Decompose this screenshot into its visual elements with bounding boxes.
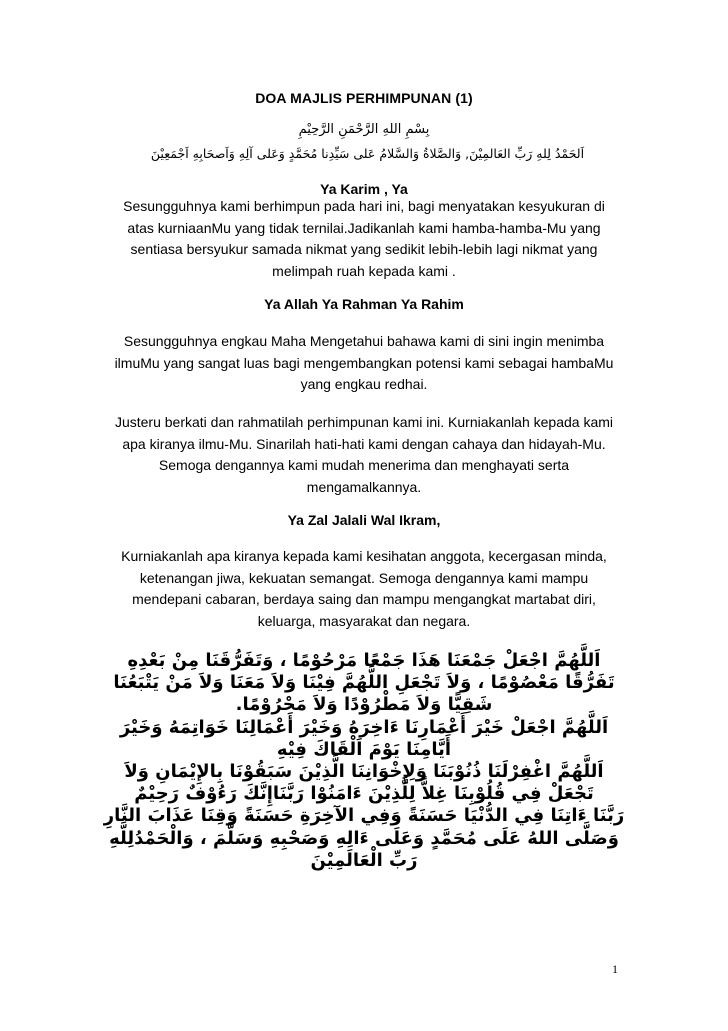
paragraph-line: Semoga dengannya kami mudah menerima dan menghayati serta — [158, 457, 570, 473]
paragraph-line: apa kiranya ilmu-Mu. Sinarilah hati-hati kami dengan cahaya dan hidayah-Mu. — [122, 435, 606, 452]
dua-line: شَقِيًّا وَلاَ مَطْرُوْدًا وَلاَ مَحْرُوْمًا. — [235, 694, 493, 716]
dua-line: اَللَّهُمَّ اجْعَلْ خَيْرَ أَعْمَارِنَا ءَاخِرَهُ وَخَيْرَ أَعْمَالِنَا خَوَاتِمَهُ وَخَيْرَ — [119, 716, 609, 738]
paragraph-line: sentiasa bersyukur samada nikmat yang sedikit lebih-lebih lagi nikmat yang — [130, 241, 598, 257]
dua-line: اَللَّهُمَّ اغْفِرْلَنَا ذُنُوْبَنَا وَلِإِخْوَانِنَا الَّذِيْنَ سَبَقُوْنَا بِالإِيْمَانِ وَلاَ — [124, 761, 604, 783]
section-1-heading: Ya Karim , Ya — [320, 181, 408, 197]
section-3-paragraph — [100, 412, 628, 498]
section-2-paragraph — [100, 331, 628, 396]
section-4-heading: Ya Zal Jalali Wal Ikram, — [287, 512, 441, 528]
opening-praise-text: اَلحَمْدُ لِلهِ رَبِّ العَالمِيْنَ, وَالصَّلاةُ وَالسَّلامُ عَلى سَيِّدِنا مُحَمَّدٍ وَعَلى آلِهِ وَاَصحَابِهِ اَجْمَعِيْنَ — [150, 146, 585, 161]
paragraph-line: Kurniakanlah apa kiranya kepada kami kesihatan anggota, kecergasan minda, — [121, 548, 607, 564]
dua-line: تَفَرُّقًا مَعْصُوْمًا ، وَلاَ تَجْعَلِ اللَّهُمَّ فِيْنَا وَلاَ مَعَنَا وَلاَ مَنْ يَتْبَعُنَا — [113, 672, 615, 694]
paragraph-line: mendepani cabaran, berdaya saing dan mampu mengangkat martabat diri, — [132, 591, 596, 607]
paragraph-line: Sesungguhnya engkau Maha Mengetahui bahawa kami di sini ingin menimba — [123, 333, 605, 349]
paragraph-line: ketenangan jiwa, kekuatan semangat. Semoga dengannya kami mampu — [139, 569, 589, 586]
paragraph-line: Justeru berkati dan rahmatilah perhimpunan kami ini. Kurniakanlah kepada kami — [114, 414, 614, 430]
closing-dua-block — [88, 650, 640, 872]
paragraph-line: mengamalkannya. — [306, 478, 422, 495]
section-2-heading: Ya Allah Ya Rahman Ya Rahim — [264, 296, 464, 312]
bismillah-text: بِسْمِ اللهِ الرَّحْمَنِ الرَّحِيْمِ — [298, 122, 430, 137]
dua-line: أَيَّامِنَا يَوْمَ اَلْقَاكَ فِيْهِ — [276, 738, 452, 760]
dua-line: رَبِّ الْعَالَمِيْنَ — [310, 849, 418, 871]
section-1-paragraph — [100, 196, 628, 282]
page-number: 1 — [612, 962, 618, 976]
paragraph-line: atas kurniaanMu yang tidak ternilai.Jadikanlah kami hamba-hamba-Mu yang — [127, 219, 601, 236]
document-title: DOA MAJLIS PERHIMPUNAN (1) — [255, 90, 473, 106]
paragraph-line: melimpah ruah kepada kami . — [272, 262, 456, 279]
dua-line: رَبَّنَا ءَاتِنَا فِي الدُّنْيَا حَسَنَةً وَفِي الآخِرَةِ حَسَنَةً وَقِنَا عَذَابَ النَّارِ — [103, 805, 625, 827]
dua-line: وَصَلَّى اللهُ عَلَى مُحَمَّدٍ وَعَلَى ءَالِهِ وَصَحْبِهِ وَسَلَّمَ ، وَالْحَمْدُلِلَّهِ — [109, 827, 619, 849]
paragraph-line: ilmuMu yang sangat luas bagi mengembangkan potensi kami sebagai hambaMu — [114, 354, 614, 371]
dua-line: اَللَّهُمَّ اجْعَلْ جَمْعَنَا هَذَا جَمْعًا مَرْحُوْمًا ، وَتَفَرُّقَنَا مِنْ بَعْدِهِ — [127, 650, 601, 671]
paragraph-line: yang engkau redhai. — [300, 376, 428, 392]
paragraph-line: Sesungguhnya kami berhimpun pada hari ini, bagi menyatakan kesyukuran di — [123, 198, 605, 214]
dua-line: تَجْعَلْ فِي قُلُوْبِنَا غِلاًّ لِلَّذِيْنَ ءَامَنُوْا رَبَّنَاإِنَّكَ رَءُوْفٌ رَحِيْمٌ — [134, 783, 594, 805]
section-4-paragraph — [100, 546, 628, 632]
paragraph-line: keluarga, masyarakat dan negara. — [257, 612, 471, 629]
